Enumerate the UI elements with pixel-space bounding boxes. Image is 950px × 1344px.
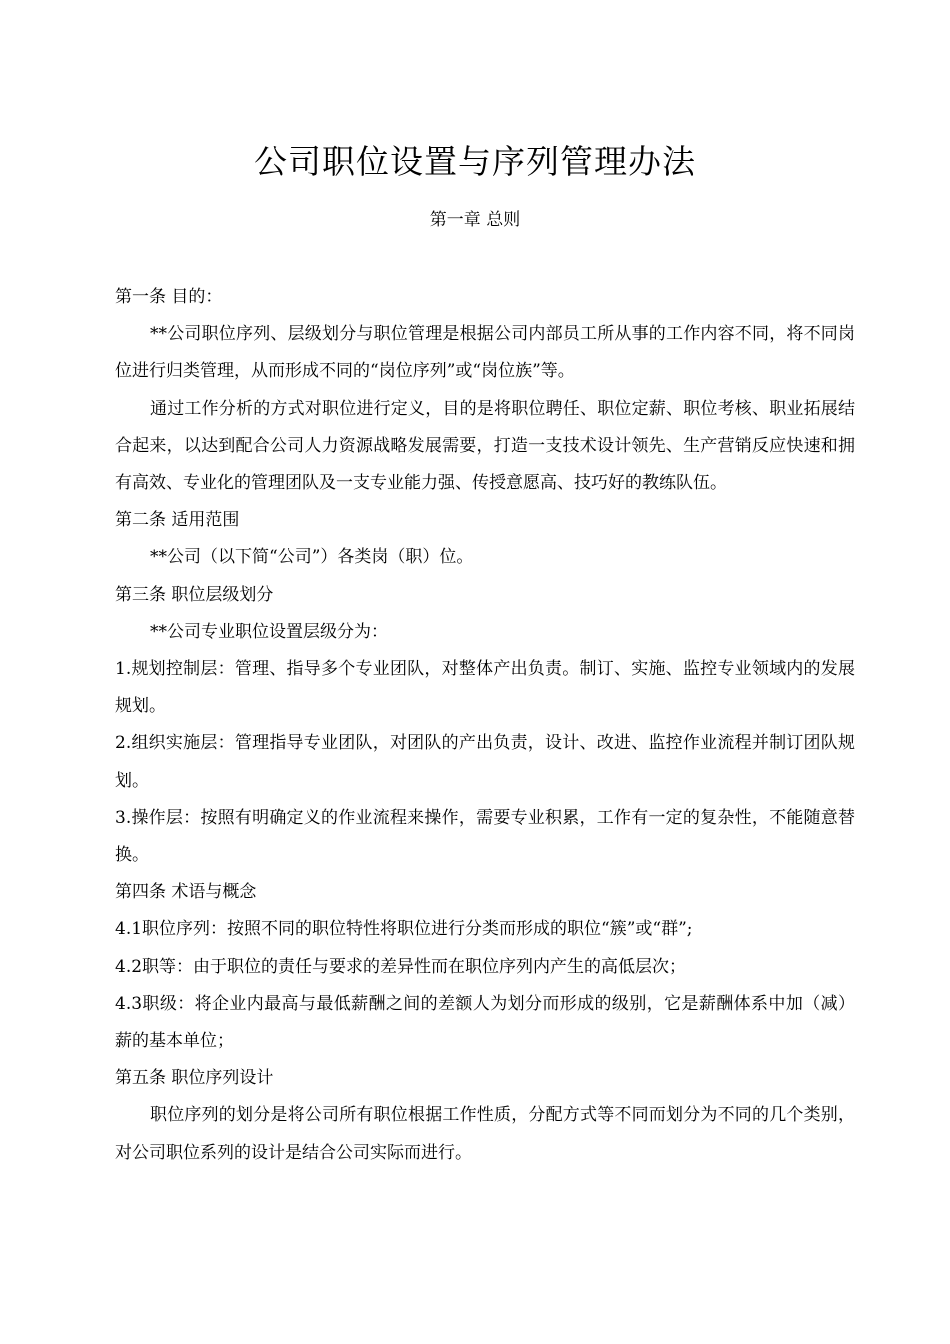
article-heading-3: 第三条 职位层级划分 bbox=[115, 584, 274, 605]
list-item-level-1: 1.规划控制层：管理、指导多个专业团队，对整体产出负责。制订、实施、监控专业领域内的发展规划。 bbox=[115, 659, 855, 717]
term-item-4-1: 4.1职位序列：按照不同的职位特性将职位进行分类而形成的职位“簇”或“群”; bbox=[115, 919, 693, 940]
paragraph-purpose-2: 通过工作分析的方式对职位进行定义，目的是将职位聘任、职位定薪、职位考核、职业拓展结合起来，以达到配合公司人力资源战略发展需要，打造一支技术设计领先、生产营销反应快速和拥有高效、专业化的管理团队及一支专业能力强、传授意愿高、技巧好的教练队伍。 bbox=[115, 398, 855, 494]
article-heading-5: 第五条 职位序列设计 bbox=[115, 1068, 274, 1089]
chapter-heading: 第一章 总则 bbox=[429, 210, 521, 230]
article-heading-1: 第一条 目的： bbox=[115, 287, 223, 307]
list-item-level-3: 3.操作层：按照有明确定义的作业流程来操作，需要专业积累，工作有一定的复杂性，不能随意替换。 bbox=[115, 807, 855, 866]
document-body bbox=[115, 279, 855, 1172]
article-heading-2: 第二条 适用范围 bbox=[115, 510, 240, 531]
paragraph-levels-intro: **公司专业职位设置层级分为： bbox=[150, 621, 388, 642]
paragraph-purpose-1: **公司职位序列、层级划分与职位管理是根据公司内部员工所从事的工作内容不同，将不同岗位进行归类管理，从而形成不同的“岗位序列”或“岗位族”等。 bbox=[115, 324, 855, 382]
list-item-level-2: 2.组织实施层：管理指导专业团队，对团队的产出负责，设计、改进、监控作业流程并制订团队规划。 bbox=[115, 733, 855, 791]
term-item-4-3: 4.3职级：将企业内最高与最低薪酬之间的差额人为划分而形成的级别，它是薪酬体系中加（减）薪的基本单位； bbox=[115, 993, 855, 1052]
paragraph-sequence-design: 职位序列的划分是将公司所有职位根据工作性质，分配方式等不同而划分为不同的几个类别，对公司职位系列的设计是结合公司实际而进行。 bbox=[115, 1105, 855, 1163]
term-item-4-2: 4.2职等：由于职位的责任与要求的差异性而在职位序列内产生的高低层次； bbox=[115, 956, 687, 977]
paragraph-scope: **公司（以下简“公司”）各类岗（职）位。 bbox=[150, 547, 474, 568]
document-title: 公司职位设置与序列管理办法 bbox=[254, 142, 696, 181]
article-heading-4: 第四条 术语与概念 bbox=[115, 882, 257, 903]
